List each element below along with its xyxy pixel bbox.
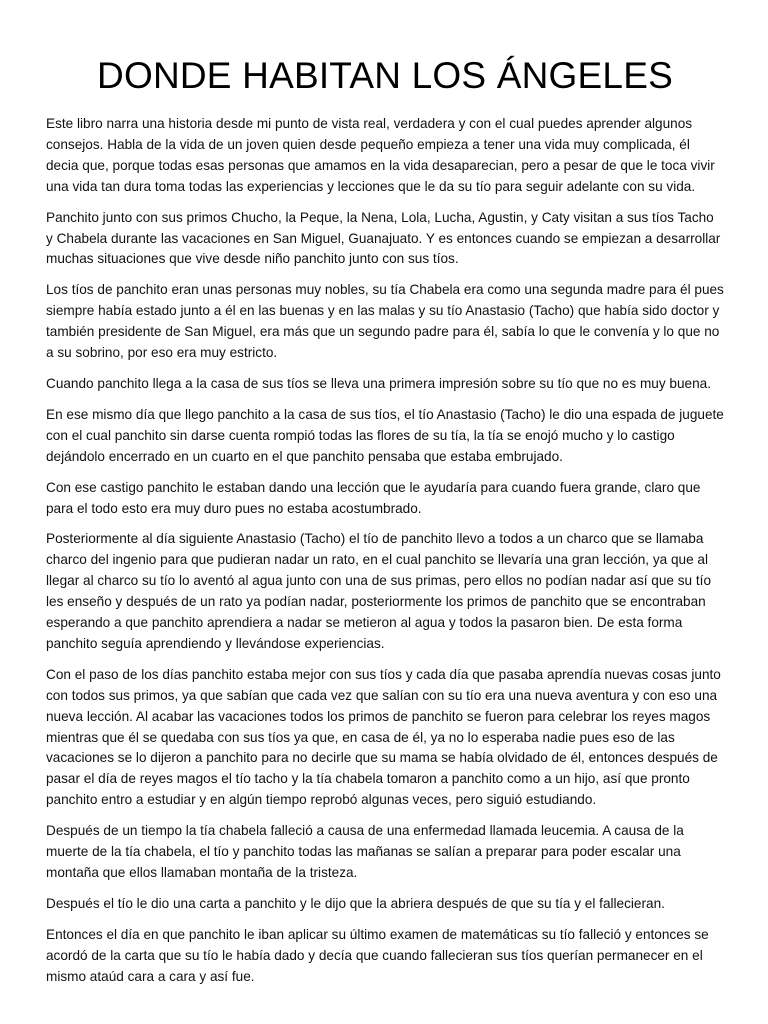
paragraph: Este libro narra una historia desde mi punto de vista real, verdadera y con el cual puedes aprender algunos consejos. Habla de la vida de un joven quien desde pequeño empieza a tener una vida muy complicada, él decia que, porque todas esas personas que amamos en la vida desaparecian, pero a pesar de que le toca vivir una vida tan dura toma todas las experiencias y lecciones que le da su tío para seguir adelante con su vida.	[46, 116, 715, 194]
paragraph: Después el tío le dio una carta a panchito y le dijo que la abriera después de que su tía y el fallecieran.	[46, 895, 665, 911]
paragraph: Los tíos de panchito eran unas personas muy nobles, su tía Chabela era como una segunda madre para él pues siempre había estado junto a él en las buenas y en las malas y su tío Anastasio (Tacho) que había sido doctor y también presidente de San Miguel, era más que un segundo padre para él, sabía lo que le convenía y lo que no a su sobrino, por eso era muy estricto.	[46, 282, 724, 361]
paragraph: Posteriormente al día siguiente Anastasio (Tacho) el tío de panchito llevo a todos a un charco que se llamaba charco del ingenio para que pudieran nadar un rato, en el cual panchito se llevaría una gran lección, ya que al llegar al charco su tío lo aventó al agua junto con una de sus primas, pero ellos no podían nadar así que su tío les enseño y después de un rato ya podían nadar, posteriormente los primos de panchito que se encontraban esperando a que panchito aprendiera a nadar se metieron al agua y todos la pasaron bien. De esta forma panchito seguía aprendiendo y llevándose experiencias.	[46, 531, 712, 651]
paragraph: Panchito junto con sus primos Chucho, la Peque, la Nena, Lola, Lucha, Agustin, y Caty visitan a sus tíos Tacho y Chabela durante las vacaciones en San Miguel, Guanajuato. Y es entonces cuando se empiezan a desarrollar muchas situaciones que vive desde niño panchito junto con sus tíos.	[46, 209, 721, 267]
paragraph: Con ese castigo panchito le estaban dando una lección que le ayudaría para cuando fuera grande, claro que para el todo esto era muy duro pues no estaba acostumbrado.	[46, 479, 701, 516]
document-title: DONDE HABITAN LOS ÁNGELES	[97, 55, 673, 96]
paragraph: En ese mismo día que llego panchito a la casa de sus tíos, el tío Anastasio (Tacho) le dio una espada de juguete con el cual panchito sin darse cuenta rompió todas las flores de su tía, la tía se enojó mucho y lo castigo dejándolo encerrado en un cuarto en el que panchito pensaba que estaba embrujado.	[46, 406, 724, 464]
paragraph: Con el paso de los días panchito estaba mejor con sus tíos y cada día que pasaba aprendía nuevas cosas junto con todos sus primos, ya que sabían que cada vez que salían con su tío era una nueva aventura y con eso una nueva lección. Al acabar las vacaciones todos los primos de panchito se fueron para celebrar los reyes magos mientras que él se quedaba con sus tíos ya que, en casa de él, ya no lo esperaba nadie pues eso de las vacaciones se lo dijeron a panchito para no decirle que su mama se había olvidado de él, entonces después de pasar el día de reyes magos el tío tacho y la tía chabela tomaron a panchito como a un hijo, así que pronto panchito entro a estudiar y en algún tiempo reprobó algunas veces, pero siguió estudiando.	[46, 666, 721, 808]
paragraph: Cuando panchito llega a la casa de sus tíos se lleva una primera impresión sobre su tío que no es muy buena.	[46, 375, 711, 391]
paragraph: Después de un tiempo la tía chabela falleció a causa de una enfermedad llamada leucemia. A causa de la muerte de la tía chabela, el tío y panchito todas las mañanas se salían a preparar para poder escalar una montaña que ellos llamaban montaña de la tristeza.	[46, 823, 684, 880]
paragraph: Entonces el día en que panchito le iban aplicar su último examen de matemáticas su tío falleció y entonces se acordó de la carta que su tío le había dado y decía que cuando fallecieran sus tíos querían permanecer en el mismo ataúd cara a cara y así fue.	[46, 926, 709, 984]
